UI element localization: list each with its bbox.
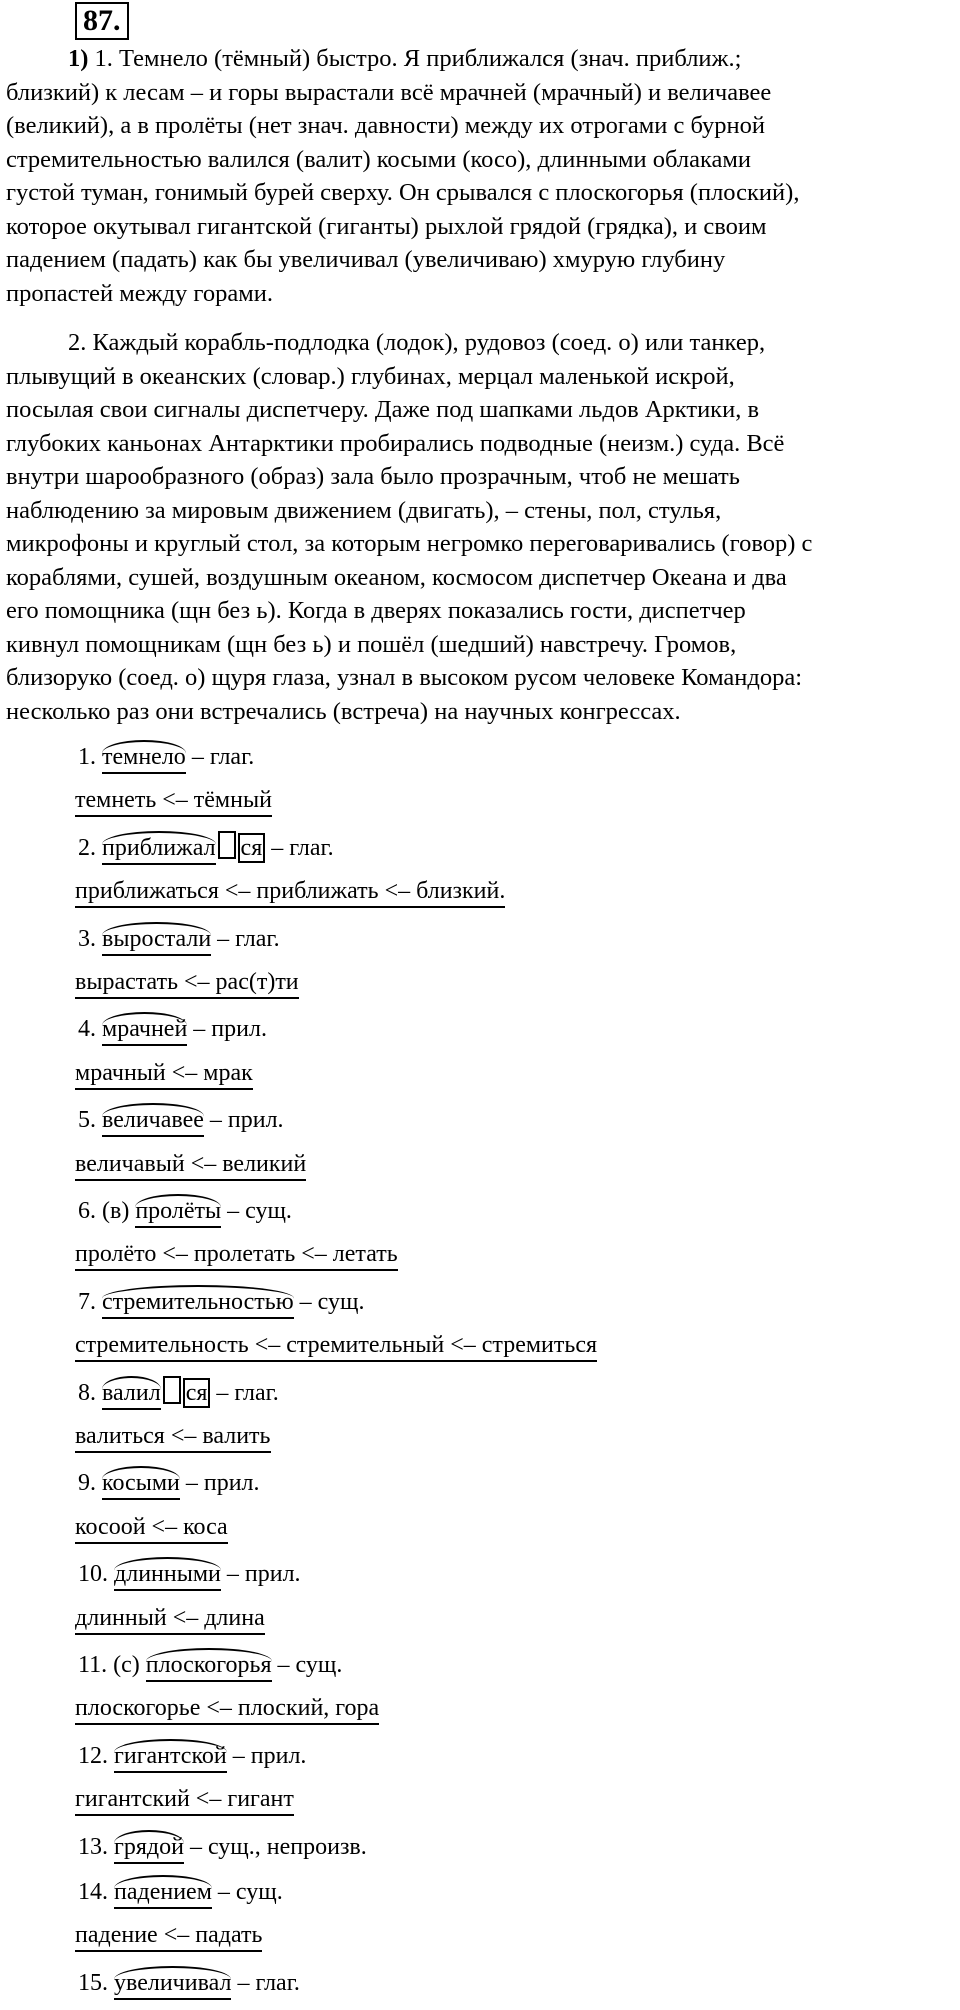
postfix-box: ся xyxy=(183,1378,211,1408)
derivation-chain xyxy=(75,1603,265,1635)
part-of-speech: – прил. xyxy=(203,1107,284,1134)
paragraph-2-line: близоруко (соед. о) щуря глаза, узнал в высоком русом человеке Командора: xyxy=(6,664,803,691)
item-number: 12. xyxy=(78,1742,108,1769)
analyzed-word: темнело xyxy=(102,740,186,774)
analyzed-word: величавее xyxy=(102,1103,204,1137)
analyzed-word: падением xyxy=(114,1875,212,1909)
paragraph-2-line: внутри шарообразного (образ) зала было прозрачным, чтоб не мешать xyxy=(6,463,740,490)
derivation-text: стремительность <– стремительный <– стремиться xyxy=(75,1330,597,1362)
paragraph-label: 1) xyxy=(68,45,89,72)
item-number: 13. xyxy=(78,1833,108,1860)
paragraph-1-line: стремительностью валился (валит) косыми (косо), длинными облаками xyxy=(6,145,752,173)
part-of-speech: – глаг. xyxy=(231,1969,300,1996)
part-of-speech: – глаг. xyxy=(185,744,255,770)
derivation-chain xyxy=(75,1239,398,1271)
analysis-item xyxy=(78,1966,300,2000)
analysis-item xyxy=(78,1012,267,1046)
analysis-item xyxy=(78,1875,283,1909)
derivation-text: темнеть <– тёмный xyxy=(75,785,272,817)
postfix-box: ся xyxy=(238,833,266,863)
derivation-text: косоой <– коса xyxy=(75,1512,228,1544)
analyzed-word: длинными xyxy=(114,1557,221,1591)
derivation-chain xyxy=(75,1693,379,1725)
analyzed-word: грядой xyxy=(114,1830,184,1864)
part-of-speech: – сущ. xyxy=(293,1288,365,1315)
part-of-speech: – глаг. xyxy=(210,1379,279,1406)
paragraph-1-line: падением (падать) как бы увеличивал (увеличиваю) хмурую глубину xyxy=(6,246,726,273)
item-number: 3. xyxy=(78,925,96,952)
item-number: 2. xyxy=(78,834,96,861)
paragraph-1-line: близкий) к лесам – и горы вырастали всё мрачней (мрачный) и величавее xyxy=(6,78,772,106)
paragraph-2-line: посылая свои сигналы диспетчеру. Даже под шапками льдов Арктики, в xyxy=(6,396,760,423)
derivation-text: вырастать <– рас(т)ти xyxy=(75,967,299,999)
analysis-item xyxy=(78,1466,260,1500)
paragraph-2-line: плывущий в океанских (словар.) глубинах, мерцал маленькой искрой, xyxy=(6,362,735,390)
paragraph-2-line: кораблями, сушей, воздушным океаном, космосом диспетчер Океана и два xyxy=(6,563,787,591)
derivation-chain xyxy=(75,1330,597,1362)
paragraph-2 xyxy=(6,326,946,728)
analysis-item xyxy=(78,1648,342,1682)
paragraph-1-line xyxy=(6,42,946,76)
derivation-text: пролёто <– пролетать <– летать xyxy=(75,1239,398,1271)
derivation-chain xyxy=(75,967,299,999)
part-of-speech: – прил. xyxy=(187,1016,267,1043)
analysis-item xyxy=(78,1739,306,1773)
paragraph-2-line: кивнул помощникам (щн без ь) и пошёл (шедший) навстречу. Громов, xyxy=(6,630,737,658)
derivation-chain xyxy=(75,1920,262,1952)
paragraph-1-line-text: 1. Темнело (тёмный) быстро. Я приближался (знач. приближ.; xyxy=(94,45,742,72)
ending-box xyxy=(218,831,236,859)
derivation-chain xyxy=(75,1784,294,1816)
analyzed-word: гигантской xyxy=(114,1739,227,1773)
derivation-text: мрачный <– мрак xyxy=(75,1058,253,1090)
analysis-item xyxy=(78,740,254,774)
item-number: 4. xyxy=(78,1016,96,1043)
item-preposition: (в) xyxy=(102,1198,136,1224)
paragraph-1-line: (великий), а в пролёты (нет знач. давности) между их отрогами с бурной xyxy=(6,112,766,139)
part-of-speech: – глаг. xyxy=(265,834,334,861)
analyzed-word: валил xyxy=(102,1376,161,1410)
derivation-text: величавый <– великий xyxy=(75,1149,306,1181)
item-number: 8. xyxy=(78,1379,96,1406)
derivation-text: гигантский <– гигант xyxy=(75,1784,294,1816)
paragraph-2-line: несколько раз они встречались (встреча) на научных конгрессах. xyxy=(6,697,681,725)
item-number: 9. xyxy=(78,1470,96,1497)
analysis-item xyxy=(78,922,280,956)
analysis-item xyxy=(78,831,334,865)
analyzed-word: увеличивал xyxy=(114,1966,231,2000)
part-of-speech: – сущ. xyxy=(221,1198,292,1224)
analysis-item xyxy=(78,1285,364,1319)
derivation-chain xyxy=(75,1149,306,1181)
item-number: 14. xyxy=(78,1879,108,1905)
part-of-speech: – глаг. xyxy=(211,925,280,952)
part-of-speech: – сущ., непроизв. xyxy=(183,1833,367,1860)
item-number: 10. xyxy=(78,1561,108,1588)
paragraph-1 xyxy=(6,42,946,310)
task-number: 87. xyxy=(75,2,129,40)
analyzed-word: плоскогорья xyxy=(146,1648,272,1682)
analysis-item xyxy=(78,1557,301,1591)
derivation-chain xyxy=(75,1421,271,1453)
analyzed-word: выростали xyxy=(102,922,211,956)
analyzed-word: стремительностью xyxy=(102,1285,294,1319)
item-number: 11. xyxy=(78,1652,108,1678)
item-number: 7. xyxy=(78,1288,96,1315)
item-number: 15. xyxy=(78,1969,108,1996)
paragraph-2-line: наблюдению за мировым движением (двигать), – стены, пол, стулья, xyxy=(6,496,722,524)
paragraph-2-line: микрофоны и круглый стол, за которым негромко переговаривались (говор) с xyxy=(6,530,813,557)
analyzed-word: приближал xyxy=(102,831,216,865)
derivation-text: плоскогорье <– плоский, гора xyxy=(75,1693,379,1725)
derivation-text: длинный <– длина xyxy=(75,1603,265,1635)
analysis-item xyxy=(78,1376,279,1410)
derivation-text: падение <– падать xyxy=(75,1920,262,1952)
analyzed-word: пролёты xyxy=(135,1194,221,1228)
item-number: 5. xyxy=(78,1107,96,1134)
ending-box xyxy=(163,1376,181,1404)
item-number: 1. xyxy=(78,744,96,770)
item-preposition: (с) xyxy=(113,1652,146,1678)
paragraph-1-line: пропастей между горами. xyxy=(6,279,273,307)
paragraph-1-line: которое окутывал гигантской (гиганты) рыхлой грядой (грядка), и своим xyxy=(6,212,767,240)
part-of-speech: – прил. xyxy=(220,1561,301,1588)
analyzed-word: мрачней xyxy=(102,1012,187,1046)
analysis-item xyxy=(78,1194,292,1228)
derivation-chain xyxy=(75,1512,228,1544)
paragraph-2-line: 2. Каждый корабль-подлодка (лодок), рудовоз (соед. о) или танкер, xyxy=(68,329,766,356)
derivation-chain xyxy=(75,1058,253,1090)
item-number: 6. xyxy=(78,1198,96,1224)
derivation-text: валиться <– валить xyxy=(75,1421,271,1453)
paragraph-2-line: его помощника (щн без ь). Когда в дверях показались гости, диспетчер xyxy=(6,597,746,624)
analysis-item xyxy=(78,1830,367,1864)
analysis-item xyxy=(78,1103,284,1137)
part-of-speech: – сущ. xyxy=(271,1652,343,1678)
derivation-chain xyxy=(75,785,272,817)
part-of-speech: – прил. xyxy=(226,1742,307,1769)
derivation-text: приближаться <– приближать <– близкий. xyxy=(75,876,505,908)
analyzed-word: косыми xyxy=(102,1466,180,1500)
derivation-chain xyxy=(75,876,505,908)
paragraph-2-line: глубоких каньонах Антарктики пробирались подводные (неизм.) суда. Всё xyxy=(6,429,785,457)
paragraph-1-line: густой туман, гонимый бурей сверху. Он срывался с плоскогорья (плоский), xyxy=(6,179,800,206)
part-of-speech: – прил. xyxy=(179,1470,260,1497)
part-of-speech: – сущ. xyxy=(211,1879,283,1905)
